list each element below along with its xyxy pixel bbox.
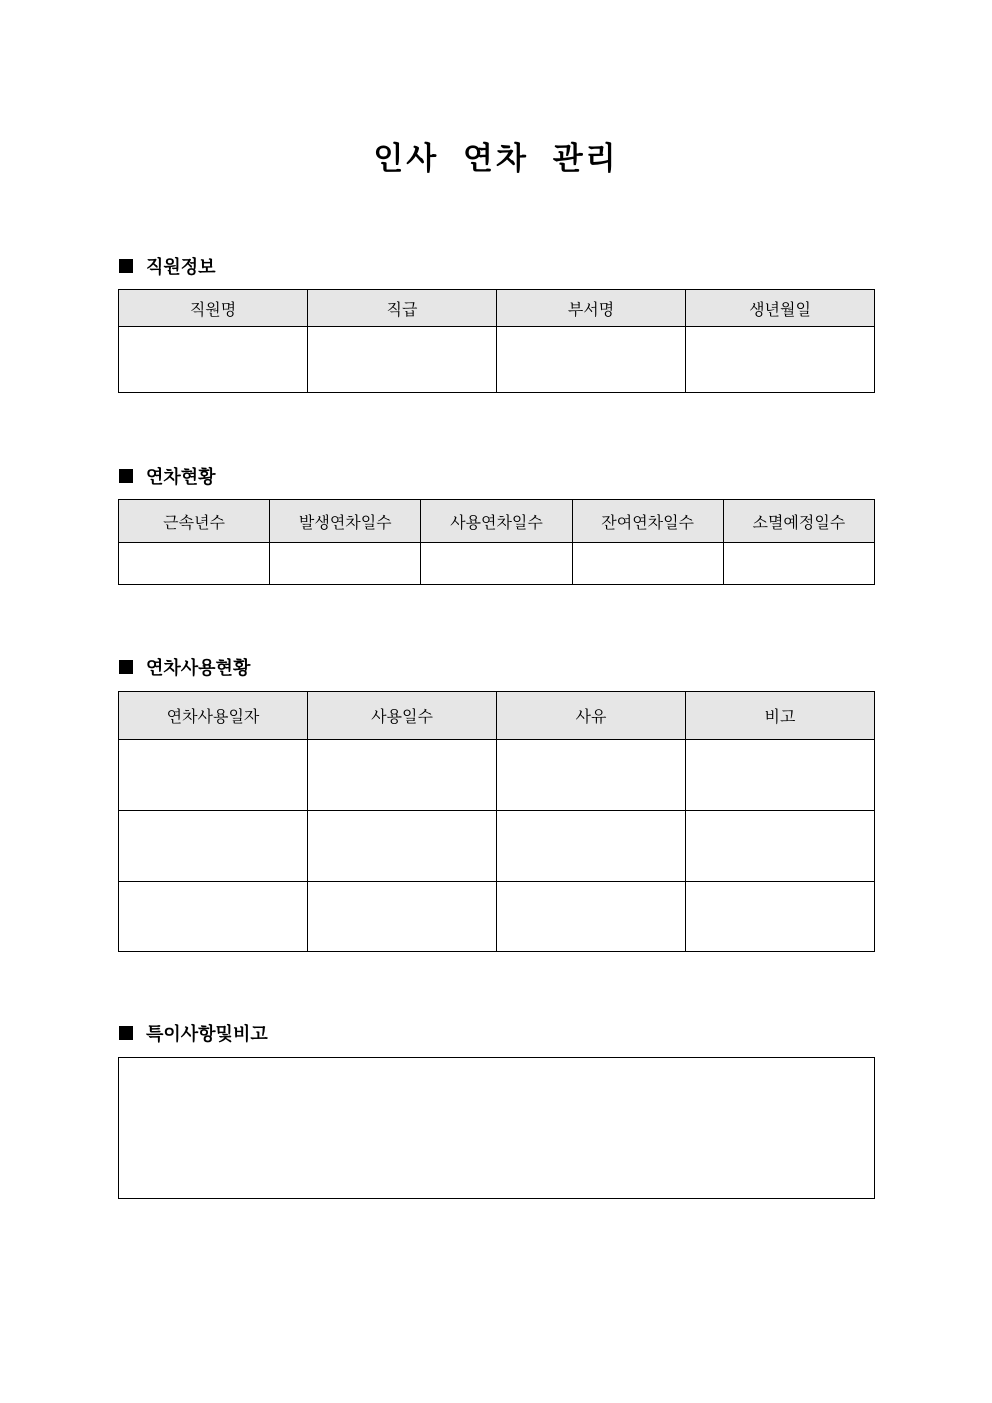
table-row — [119, 740, 875, 811]
table-header-row — [119, 692, 875, 740]
table-row — [119, 811, 875, 882]
column-header-note: 비고 — [686, 692, 875, 740]
note-cell[interactable] — [686, 740, 875, 811]
column-header-granted-days: 발생연차일수 — [270, 500, 421, 543]
table-row — [119, 543, 875, 585]
employee-name-cell[interactable] — [119, 327, 308, 393]
days-used-cell[interactable] — [308, 740, 497, 811]
reason-cell[interactable] — [497, 882, 686, 952]
page-title: 인사 연차 관리 — [373, 141, 619, 177]
column-header-usage-date: 연차사용일자 — [119, 692, 308, 740]
column-header-birthdate: 생년월일 — [686, 290, 875, 327]
leave-usage-heading — [119, 654, 250, 680]
remarks-heading — [119, 1020, 268, 1046]
expiring-days-cell[interactable] — [723, 543, 874, 585]
table-header-row — [119, 290, 875, 327]
square-bullet-icon — [119, 1026, 133, 1040]
column-header-days-used: 사용일수 — [308, 692, 497, 740]
table-row — [119, 882, 875, 952]
column-header-position: 직급 — [308, 290, 497, 327]
column-header-employee-name: 직원명 — [119, 290, 308, 327]
column-header-remaining-days: 잔여연차일수 — [572, 500, 723, 543]
position-cell[interactable] — [308, 327, 497, 393]
employee-info-table — [118, 289, 875, 393]
usage-date-cell[interactable] — [119, 811, 308, 882]
leave-usage-heading-label: 연차사용현황 — [146, 658, 251, 679]
leave-usage-table — [118, 691, 875, 952]
employee-info-heading-label: 직원정보 — [146, 257, 216, 278]
column-header-used-days: 사용연차일수 — [421, 500, 572, 543]
square-bullet-icon — [119, 259, 133, 273]
note-cell[interactable] — [686, 811, 875, 882]
column-header-expiring-days: 소멸예정일수 — [723, 500, 874, 543]
reason-cell[interactable] — [497, 740, 686, 811]
note-cell[interactable] — [686, 882, 875, 952]
used-days-cell[interactable] — [421, 543, 572, 585]
table-header-row — [119, 500, 875, 543]
birthdate-cell[interactable] — [686, 327, 875, 393]
usage-date-cell[interactable] — [119, 882, 308, 952]
reason-cell[interactable] — [497, 811, 686, 882]
granted-days-cell[interactable] — [270, 543, 421, 585]
days-used-cell[interactable] — [308, 882, 497, 952]
department-cell[interactable] — [497, 327, 686, 393]
remarks-heading-label: 특이사항및비고 — [146, 1024, 268, 1045]
days-used-cell[interactable] — [308, 811, 497, 882]
years-of-service-cell[interactable] — [119, 543, 270, 585]
employee-info-heading — [119, 253, 216, 279]
remarks-textbox[interactable] — [118, 1057, 875, 1199]
usage-date-cell[interactable] — [119, 740, 308, 811]
column-header-reason: 사유 — [497, 692, 686, 740]
column-header-years-of-service: 근속년수 — [119, 500, 270, 543]
square-bullet-icon — [119, 469, 133, 483]
remaining-days-cell[interactable] — [572, 543, 723, 585]
square-bullet-icon — [119, 660, 133, 674]
leave-status-heading-label: 연차현황 — [146, 467, 216, 488]
table-row — [119, 327, 875, 393]
leave-status-heading — [119, 463, 216, 489]
leave-status-table — [118, 499, 875, 585]
column-header-department: 부서명 — [497, 290, 686, 327]
